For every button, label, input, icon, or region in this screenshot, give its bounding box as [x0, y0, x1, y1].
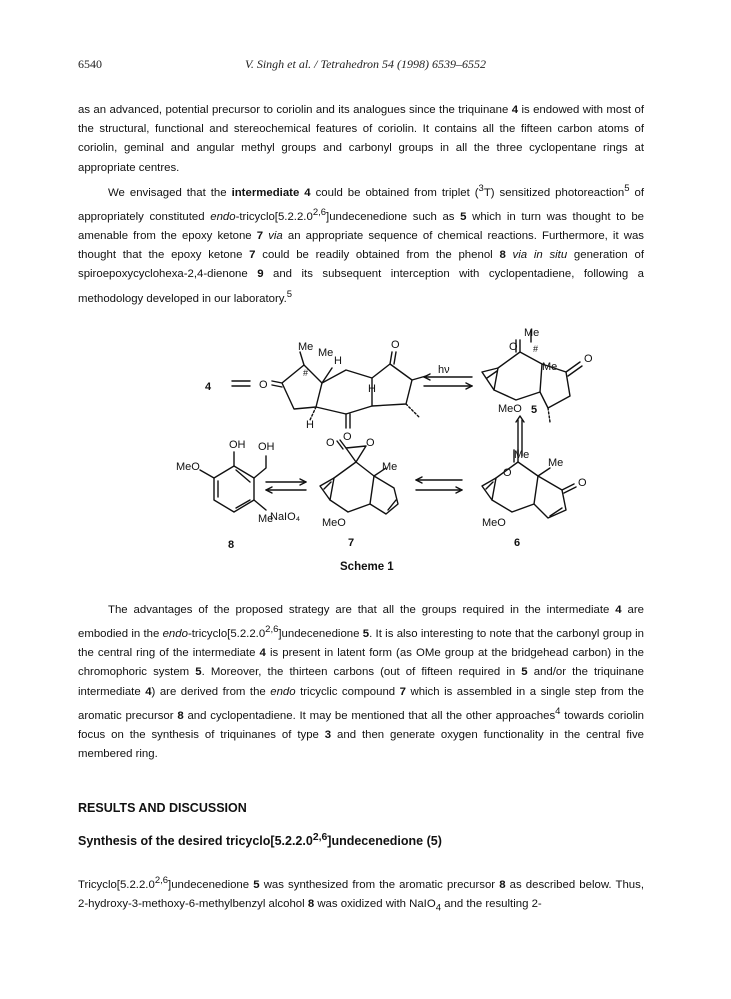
label-6-o-right: O [578, 477, 587, 489]
label-5-o-right: O [584, 353, 593, 365]
label-8-oh-2: OH [258, 441, 275, 453]
compound-4-ring-right [372, 364, 412, 406]
label-4-o-bottom: O [343, 431, 352, 443]
label-6-o: O [503, 467, 512, 479]
label-5-me: Me [542, 361, 558, 373]
section-heading-results: RESULTS AND DISCUSSION [78, 801, 247, 815]
section-heading-synthesis: Synthesis of the desired tricyclo[5.2.2.0$^{2,6}$]undecenedione (5) [78, 832, 442, 849]
label-7-meo: MeO [322, 517, 346, 529]
scheme-1-drawing [0, 300, 731, 580]
label-6-me: Me [548, 457, 564, 469]
label-4-h-top: H [334, 355, 342, 367]
label-5-meo: MeO [498, 403, 522, 415]
compound-7-core [330, 462, 374, 512]
label-6-me-top: Me [514, 449, 530, 461]
paragraph-advantages: The advantages of the proposed strategy are that all the groups required in the intermediate 4 are embodied in the endo-tricyclo[5.2.2.0$^{2,6}$]undecenedione 5. It is also interesting to note that the carbonyl group in the central ring of the intermediate 4 is present in latent form (as OMe group at the bridgehead carbon) in the chromophoric system 5. Moreover, the thirteen carbons (out of fifteen required in 5 and/or the triquinane intermediate 4) are derived from the endo tricyclic compound 7 which is assembled in a single step from the aromatic precursor 8 and cyclopentadiene. It may be mentioned that all the other approaches$^4$ towards coriolin focus on the synthesis of triquinanes of type 3 and then generate oxygen functionality in the central five membered ring. [78, 604, 645, 761]
compound-4-carbonyl-left [272, 381, 282, 383]
label-4-me-2: Me [318, 347, 334, 359]
label-4-h-bottom: H [306, 419, 314, 431]
page-number: 6540 [78, 57, 102, 71]
scheme-1 [0, 300, 731, 580]
label-8-oh-1: OH [229, 439, 246, 451]
scheme-caption: Scheme 1 [340, 561, 394, 573]
compound-8-meo-bond [200, 470, 214, 478]
label-4-h-right: H [368, 383, 376, 395]
label-8-meo: MeO [176, 461, 200, 473]
compound-5-core [494, 352, 542, 400]
paragraph-plan: We envisaged that the intermediate 4 could be obtained from triplet ($^3$T) sensitized photoreaction$^5$ of appropriately constituted endo-tricyclo[5.2.2.0$^{2,6}$]undecenedione such as 5 which in turn was thought to be amenable from the epoxy ketone 7 via an appropriate sequence of chemical reactions. Furthermore, it was thought that the epoxy ketone 7 could be readily obtained from the phenol 8 via in situ generation of spiroepoxycyclohexa-2,4-dienone 9 and its subsequent interception with cyclopentadiene, following a methodology developed in our laboratory.$^5$ [78, 183, 644, 305]
compound-8-ring [214, 466, 254, 512]
paragraph-synthesis: Tricyclo[5.2.2.0$^{2,6}$]undecenedione 5 was synthesized from the aromatic precursor 8 as described below. Thus, 2-hydroxy-3-methoxy-6-methylbenzyl alcohol 8 was oxidized with NaIO$_4$ and the resulting 2- [78, 875, 644, 914]
compound-6-core [492, 462, 538, 512]
label-6-meo: MeO [482, 517, 506, 529]
compound-7-epoxide [346, 446, 366, 462]
label-7-me: Me [382, 461, 398, 473]
equals-sign [232, 381, 250, 386]
running-title: V. Singh et al. / Tetrahedron 54 (1998) 6539–6552 [245, 57, 486, 71]
compound-4-carbonyl-right [390, 352, 392, 364]
compound-7-cyclopentene [370, 476, 398, 514]
label-7-o-epoxide: O [366, 437, 375, 449]
label-compound-8: 8 [228, 539, 235, 551]
label-4-o-right: O [391, 339, 400, 351]
label-8-me: Me [258, 513, 274, 525]
compound-4-ring-central [316, 370, 372, 414]
label-5-hash: # [533, 344, 539, 354]
compound-6-cyclopentenone [534, 476, 566, 518]
label-5-o: O [509, 341, 518, 353]
label-compound-7: 7 [348, 537, 355, 549]
label-7-o-carbonyl: O [326, 437, 335, 449]
compound-4-ring-left [282, 365, 322, 409]
label-compound-5: 5 [531, 404, 538, 416]
label-4-o-left: O [259, 379, 268, 391]
label-naio4: NaIO₄ [270, 511, 301, 523]
label-compound-4: 4 [205, 381, 212, 393]
label-hv: hν [438, 364, 450, 376]
label-5-me-top: Me [524, 327, 540, 339]
label-4-me-1: Me [298, 341, 314, 353]
label-compound-6: 6 [514, 537, 521, 549]
paragraph-intro-continued: as an advanced, potential precursor to coriolin and its analogues since the triquinane 4 is endowed with most of the structural, functional and stereochemical features of coriolin. It contains all the fifteen carbon atoms of coriolin, geminal and angular methyl groups and carbonyl groups in all the three cyclopentane rings at appropriate centres. [78, 104, 644, 174]
label-4-hash: # [303, 368, 309, 378]
